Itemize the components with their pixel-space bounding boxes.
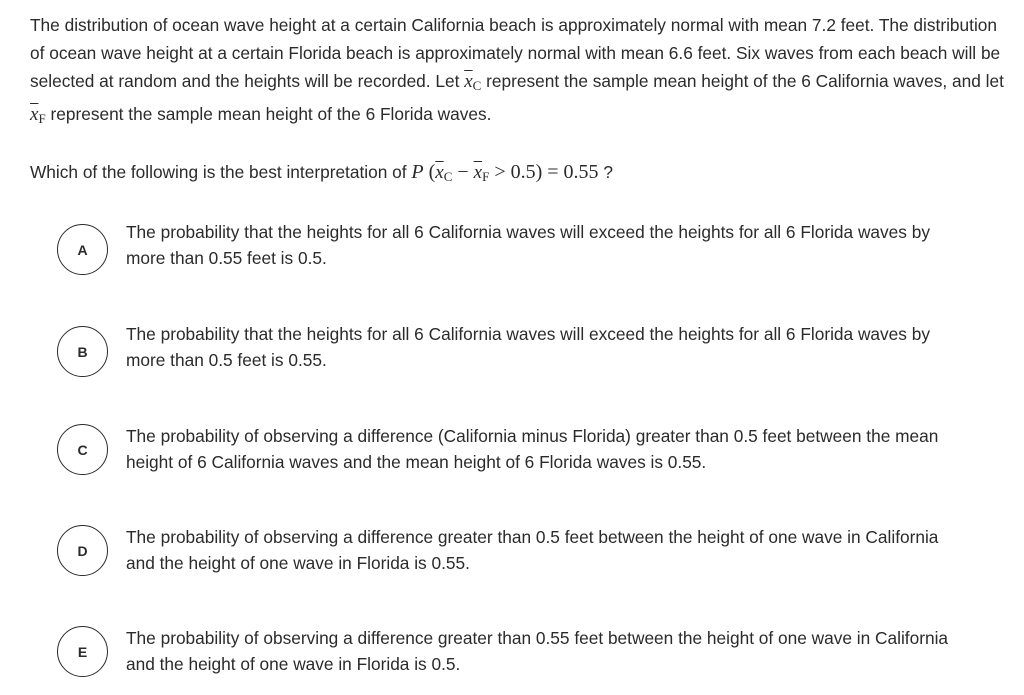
question-stem <box>30 11 1005 133</box>
stem-text-part2: represent the sample mean height of the 6 California waves, and let <box>481 71 1004 91</box>
choice-a-bubble[interactable]: A <box>57 224 108 275</box>
question-prompt <box>30 158 1005 191</box>
probability-symbol: P <box>411 161 424 183</box>
choice-d-text: The probability of observing a difference greater than 0.5 feet between the height of one wave in California and the height of one wave in Florida is 0.55. <box>126 527 939 573</box>
expr-xbar-f: $\overline{x}$ <box>473 162 483 183</box>
answer-choice-a[interactable] <box>57 219 1017 279</box>
subscript-f: F <box>38 111 46 126</box>
choice-d-bubble[interactable]: D <box>57 525 108 576</box>
expr-tail: > 0.5) = 0.55 <box>489 161 599 183</box>
choice-a-text: The probability that the heights for all 6 California waves will exceed the heights for all 6 Florida waves by more than 0.55 feet is 0.5. <box>126 222 930 268</box>
question-lead-text: Which of the following is the best interpretation of <box>30 162 412 182</box>
choice-e-bubble[interactable]: E <box>57 626 108 677</box>
question-end: ? <box>598 162 613 182</box>
expr-xbar-c: $\overline{x}$ <box>435 162 444 183</box>
expr-subscript-f: F <box>482 169 490 184</box>
choice-c-text: The probability of observing a difference (California minus Florida) greater than 0.5 feet between the mean height of 6 California waves and the mean height of 6 Florida waves is 0.55. <box>126 426 939 472</box>
stem-text-part3: represent the sample mean height of the 6 Florida waves. <box>45 104 492 124</box>
choice-b-bubble[interactable]: B <box>57 326 108 377</box>
stem-text-part1: The distribution of ocean wave height at a certain California beach is approximately normal with mean 7.2 feet. The distribution of ocean wave height at a certain Florida beach is approximately normal with mean 6.6 feet. Six waves from each beach will be selected at random and the heights will be recorded. Let <box>30 15 1001 91</box>
probability-expression <box>411 161 598 183</box>
open-paren: ( <box>423 161 436 183</box>
subscript-c: C <box>472 78 482 93</box>
choice-b-text: The probability that the heights for all 6 California waves will exceed the heights for all 6 Florida waves by more than 0.5 feet is 0.55. <box>126 324 930 370</box>
choice-c-bubble[interactable]: C <box>57 424 108 475</box>
answer-choice-b[interactable] <box>57 321 1017 381</box>
xbar-c-symbol: $\overline{x}$ <box>464 71 473 92</box>
expr-subscript-c: C <box>443 169 453 184</box>
minus-sign: − <box>452 161 474 183</box>
answer-choice-e[interactable] <box>57 625 1017 685</box>
choice-e-text: The probability of observing a difference greater than 0.55 feet between the height of one wave in California and the height of one wave in Florida is 0.5. <box>126 628 949 674</box>
answer-choice-c[interactable] <box>57 423 1017 483</box>
answer-choice-d[interactable] <box>57 524 1017 584</box>
xbar-f-symbol: $\overline{x}$ <box>30 104 39 125</box>
